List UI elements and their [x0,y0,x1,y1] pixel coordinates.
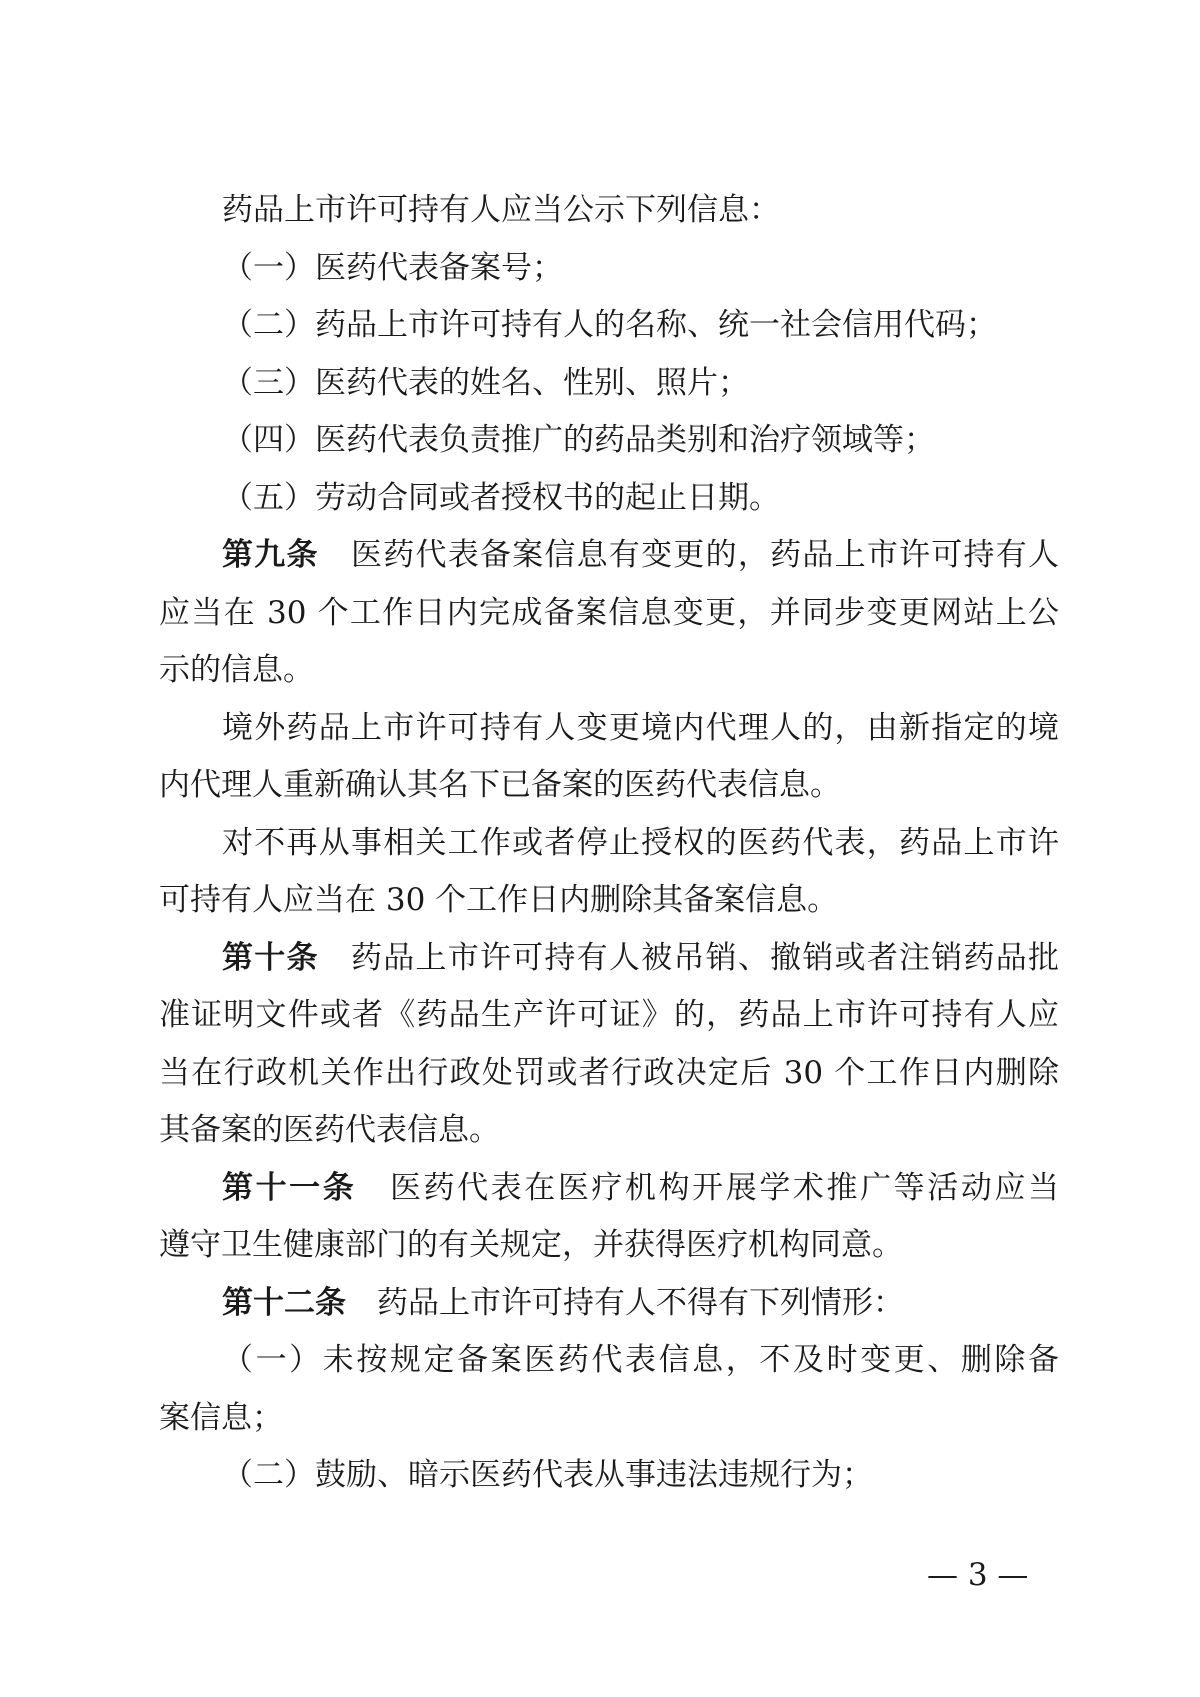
line-text: 医药代表备案信息有变更的，药品上市许可持有人 [350,537,1060,573]
page-number: — 3 — [927,1557,1029,1593]
article-number: 第十条 [222,939,319,976]
article-heading-line [222,938,1059,978]
line-text: 其备案的医药代表信息。 [159,1112,500,1148]
line-text: 内代理人重新确认其名下已备案的医药代表信息。 [159,767,841,803]
text-line [222,1455,1059,1495]
text-line [222,708,1059,748]
article-number: 第十二条 [222,1284,346,1321]
text-line [222,478,1059,518]
line-text: （二）鼓励、暗示医药代表从事违法违规行为； [222,1457,873,1493]
line-text: （二）药品上市许可持有人的名称、统一社会信用代码； [222,307,997,343]
article-number: 第十一条 [222,1169,357,1206]
line-text: 药品上市许可持有人不得有下列情形： [377,1284,904,1321]
line-text: 药品上市许可持有人应当公示下列信息： [222,192,780,228]
text-line [159,765,1059,805]
line-text: （四）医药代表负责推广的药品类别和治疗领域等； [222,422,935,458]
text-line [222,190,1059,230]
line-text: 当在行政机关作出行政处罚或者行政决定后 30 个工作日内删除 [159,1054,1059,1091]
line-text: 准证明文件或者《药品生产许可证》的，药品上市许可持有人应 [159,997,1059,1033]
line-text: 境外药品上市许可持有人变更境内代理人的，由新指定的境 [222,709,1059,746]
text-line [159,880,1059,920]
line-text: 医药代表在医疗机构开展学术推广等活动应当 [389,1169,1060,1206]
article-heading-line [222,1168,1059,1208]
text-line [222,363,1059,403]
line-text: （一）医药代表备案号； [222,249,563,286]
line-text: 对不再从事相关工作或者停止授权的医药代表，药品上市许 [222,824,1059,861]
line-text: （三）医药代表的姓名、性别、照片； [222,364,749,401]
text-line [222,305,1059,345]
line-text: 应当在 30 个工作日内完成备案信息变更，并同步变更网站上公 [159,594,1059,631]
text-line [222,420,1059,460]
article-heading-line [222,535,1059,575]
text-line [159,1110,1059,1150]
line-text: 可持有人应当在 30 个工作日内删除其备案信息。 [159,882,839,918]
line-text: （五）劳动合同或者授权书的起止日期。 [222,479,780,516]
line-text: 遵守卫生健康部门的有关规定，并获得医疗机构同意。 [159,1227,903,1263]
text-line [159,995,1059,1035]
line-text: 示的信息。 [159,652,314,688]
text-line [159,1225,1059,1265]
article-heading-line [222,1283,1059,1323]
article-number: 第九条 [222,537,319,573]
text-line [222,1340,1059,1380]
text-line [159,593,1059,633]
text-line [222,248,1059,288]
line-text: 案信息； [159,1399,283,1436]
text-line [222,823,1059,863]
text-line [159,1053,1059,1093]
text-line [159,1398,1059,1438]
text-line [159,650,1059,690]
line-text: （一）未按规定备案医药代表信息，不及时变更、删除备 [222,1342,1059,1378]
line-text: 药品上市许可持有人被吊销、撤销或者注销药品批 [350,939,1060,976]
